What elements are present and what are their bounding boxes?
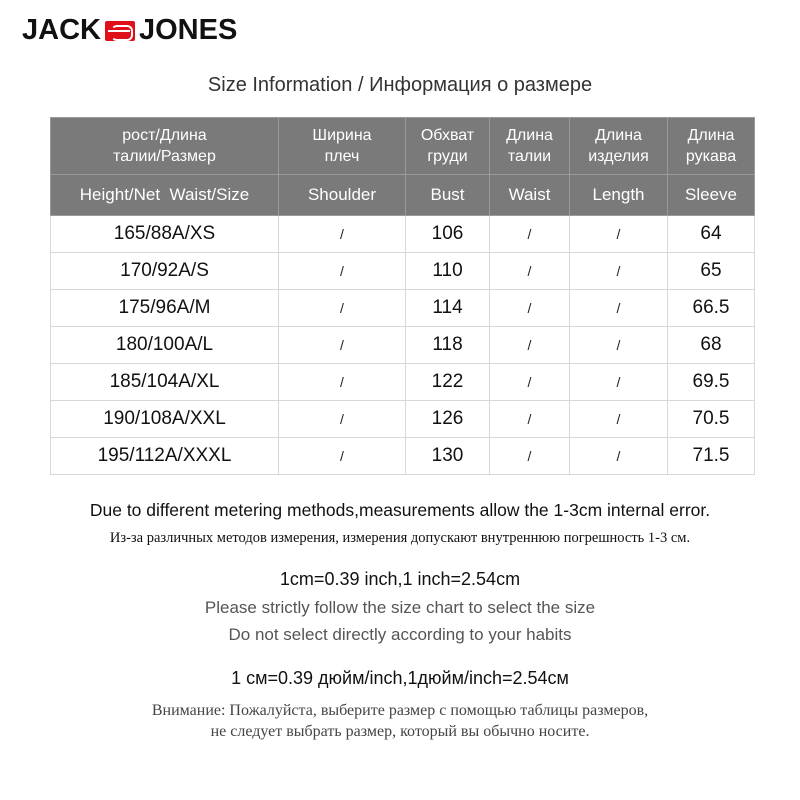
size-table-body bbox=[51, 216, 755, 475]
table-cell: 70.5 bbox=[668, 401, 755, 438]
header-en-cell: Height/Net Waist/Size bbox=[51, 175, 279, 216]
table-cell: 195/112A/XXXL bbox=[51, 438, 279, 475]
table-cell: 64 bbox=[668, 216, 755, 253]
table-cell: / bbox=[490, 253, 570, 290]
table-row bbox=[51, 327, 755, 364]
table-cell: / bbox=[279, 438, 406, 475]
attention-note-line2: не следует выбрать размер, который вы обычно носите. bbox=[210, 723, 590, 740]
table-cell: 165/88A/XS bbox=[51, 216, 279, 253]
table-cell: / bbox=[570, 438, 668, 475]
table-cell: / bbox=[570, 401, 668, 438]
table-cell: 175/96A/M bbox=[51, 290, 279, 327]
table-cell: 66.5 bbox=[668, 290, 755, 327]
table-cell: 114 bbox=[406, 290, 490, 327]
header-ru-cell: Ширина плеч bbox=[279, 118, 406, 175]
table-row bbox=[51, 216, 755, 253]
header-ru-cell: Обхват груди bbox=[406, 118, 490, 175]
unit-conversion-en: 1cm=0.39 inch,1 inch=2.54cm bbox=[279, 569, 521, 589]
logo-text-left: JACK bbox=[22, 14, 101, 46]
table-row bbox=[51, 253, 755, 290]
measurement-error-note-en: Due to different metering methods,measurements allow the 1-3cm internal error. bbox=[89, 500, 711, 520]
table-cell: 110 bbox=[406, 253, 490, 290]
table-cell: 71.5 bbox=[668, 438, 755, 475]
size-table bbox=[50, 117, 755, 475]
table-cell: / bbox=[279, 401, 406, 438]
brand-logo bbox=[22, 14, 237, 47]
table-cell: 126 bbox=[406, 401, 490, 438]
header-ru-cell: Длина изделия bbox=[570, 118, 668, 175]
header-en-cell: Sleeve bbox=[668, 175, 755, 216]
table-cell: / bbox=[490, 364, 570, 401]
table-cell: 65 bbox=[668, 253, 755, 290]
table-cell: / bbox=[279, 327, 406, 364]
habit-note: Do not select directly according to your habits bbox=[228, 625, 572, 644]
table-cell: / bbox=[570, 253, 668, 290]
table-cell: 122 bbox=[406, 364, 490, 401]
table-cell: / bbox=[490, 216, 570, 253]
table-cell: 69.5 bbox=[668, 364, 755, 401]
table-cell: / bbox=[570, 364, 668, 401]
header-en-cell: Bust bbox=[406, 175, 490, 216]
table-cell: / bbox=[490, 438, 570, 475]
table-cell: 185/104A/XL bbox=[51, 364, 279, 401]
header-ru-cell: Длина талии bbox=[490, 118, 570, 175]
logo-text-right: JONES bbox=[138, 14, 238, 46]
measurement-error-note-ru: Из-за различных методов измерения, измерения допускают внутреннюю погрешность 1-3 см. bbox=[109, 530, 691, 546]
table-cell: / bbox=[570, 290, 668, 327]
header-en-cell: Waist bbox=[490, 175, 570, 216]
header-ru-cell: Длина рукава bbox=[668, 118, 755, 175]
unit-conversion-ru: 1 см=0.39 дюйм/inch,1дюйм/inch=2.54см bbox=[231, 668, 569, 688]
page-title: Size Information / Информация о размере bbox=[207, 74, 593, 96]
table-cell: / bbox=[279, 253, 406, 290]
header-row-en bbox=[51, 175, 755, 216]
table-cell: / bbox=[490, 290, 570, 327]
table-cell: / bbox=[570, 216, 668, 253]
table-cell: 180/100A/L bbox=[51, 327, 279, 364]
table-cell: / bbox=[279, 364, 406, 401]
header-row-ru bbox=[51, 118, 755, 175]
header-ru-cell: рост/Длина талии/Размер bbox=[51, 118, 279, 175]
table-cell: 106 bbox=[406, 216, 490, 253]
table-row bbox=[51, 401, 755, 438]
table-cell: 190/108A/XXL bbox=[51, 401, 279, 438]
header-en-cell: Shoulder bbox=[279, 175, 406, 216]
table-cell: / bbox=[490, 401, 570, 438]
table-row bbox=[51, 438, 755, 475]
header-en-cell: Length bbox=[570, 175, 668, 216]
attention-note-line1: Внимание: Пожалуйста, выберите размер с помощью таблицы размеров, bbox=[151, 702, 649, 719]
table-cell: / bbox=[570, 327, 668, 364]
table-cell: 68 bbox=[668, 327, 755, 364]
table-row bbox=[51, 290, 755, 327]
table-cell: 118 bbox=[406, 327, 490, 364]
table-cell: 130 bbox=[406, 438, 490, 475]
table-cell: / bbox=[490, 327, 570, 364]
table-cell: / bbox=[279, 290, 406, 327]
logo-flag-icon bbox=[105, 21, 135, 41]
table-cell: 170/92A/S bbox=[51, 253, 279, 290]
table-cell: / bbox=[279, 216, 406, 253]
follow-chart-note: Please strictly follow the size chart to select the size bbox=[204, 598, 596, 617]
table-row bbox=[51, 364, 755, 401]
